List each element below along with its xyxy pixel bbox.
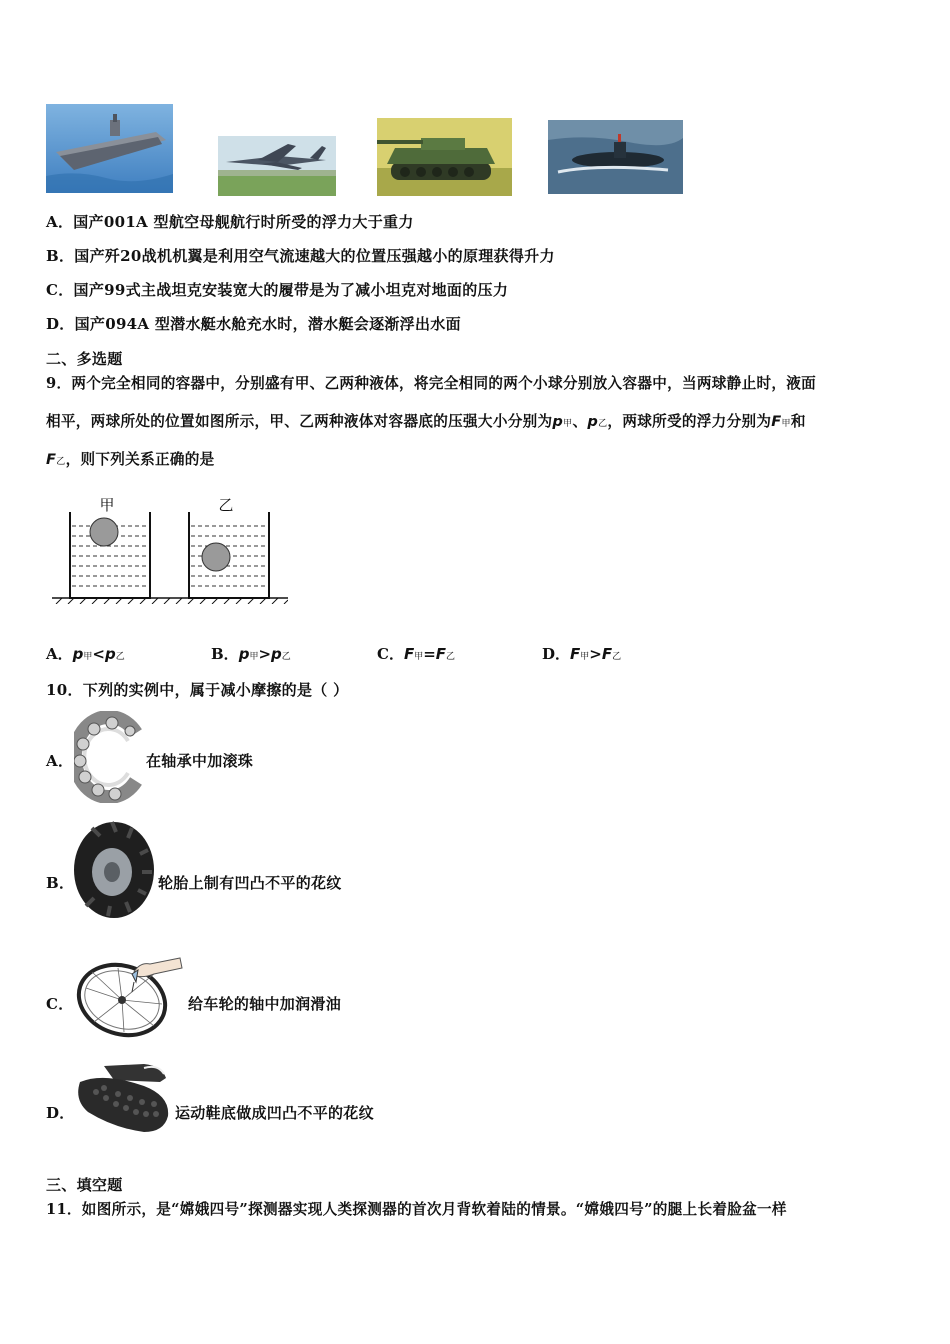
q10-stem: 10．下列的实例中，属于减小摩擦的是（ ） [46, 681, 349, 699]
label-yi: 乙 [218, 496, 234, 514]
q9-container-figure [52, 492, 288, 604]
q10-option-a-letter: A． [46, 752, 74, 770]
q8-option-d: D．国产094A 型潜水艇水舱充水时，潜水艇会逐渐浮出水面 [46, 315, 461, 333]
tank-photo [377, 118, 512, 196]
q9-option-d: D．F甲>F乙 [542, 645, 622, 663]
container-yi [189, 512, 269, 598]
sneaker-sole-image [74, 1062, 174, 1136]
section-title-multiple-choice: 二、多选题 [46, 350, 123, 368]
q10-option-b-text: 轮胎上制有凹凸不平的花纹 [158, 874, 342, 892]
q10-option-d-text: 运动鞋底做成凹凸不平的花纹 [175, 1104, 374, 1122]
q11-stem-line1: 11．如图所示，是“嫦娥四号”探测器实现人类探测器的首次月背软着陆的情景。“嫦娥四号”的腿上长着脸盆一样 [46, 1201, 787, 1218]
tire-image [72, 820, 156, 920]
q9-option-c: C．F甲=F乙 [377, 645, 456, 663]
q10-option-a-text: 在轴承中加滚珠 [146, 752, 254, 770]
container-jia [70, 512, 150, 598]
q10-option-c-letter: C． [46, 995, 74, 1013]
aircraft-carrier-photo [46, 104, 173, 193]
q8-option-b: B．国产歼20战机机翼是利用空气流速越大的位置压强越小的原理获得升力 [46, 247, 555, 265]
fighter-jet-photo [218, 136, 336, 196]
bicycle-wheel-oil-image [74, 952, 186, 1038]
q9-stem-line3: F乙，则下列关系正确的是 [46, 451, 215, 468]
q9-stem-line1: 9．两个完全相同的容器中，分别盛有甲、乙两种液体，将完全相同的两个小球分别放入容器中，当两球静止时，液面 [46, 375, 817, 392]
q8-option-a: A．国产001A 型航空母舰航行时所受的浮力大于重力 [46, 213, 414, 231]
q10-option-c-text: 给车轮的轴中加润滑油 [188, 995, 342, 1013]
q8-option-c: C．国产99式主战坦克安装宽大的履带是为了减小坦克对地面的压力 [46, 281, 509, 299]
q10-option-b-letter: B． [46, 874, 75, 892]
q10-option-d-letter: D． [46, 1104, 75, 1122]
q9-stem-line2: 相平，两球所处的位置如图所示，甲、乙两种液体对容器底的压强大小分别为p甲、p乙，两球所受的浮力分别为F甲和 [46, 413, 806, 430]
q9-option-b: B．p甲>p乙 [211, 645, 291, 663]
submarine-photo [548, 120, 683, 194]
q9-option-a: A．p甲<p乙 [46, 645, 125, 663]
section-title-fill-in: 三、填空题 [46, 1176, 123, 1194]
label-jia: 甲 [99, 496, 115, 514]
ball-bearing-image [74, 711, 144, 803]
